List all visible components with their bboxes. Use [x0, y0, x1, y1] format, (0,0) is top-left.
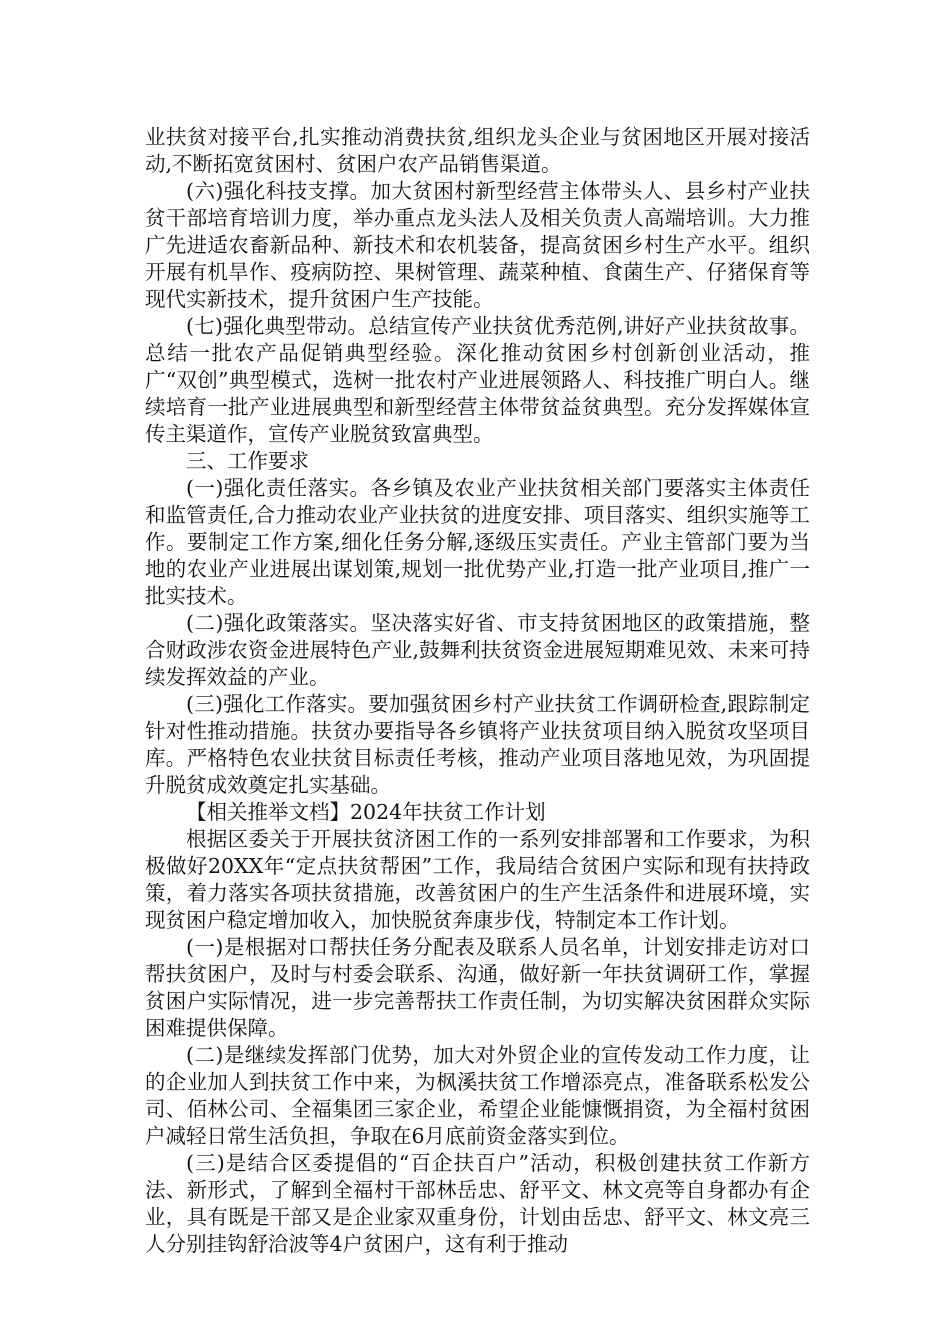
section-heading-requirements: 三、工作要求 — [186, 449, 309, 473]
paragraph-requirement-1: (一)强化责任落实。各乡镇及农业产业扶贫相关部门要落实主体责任和监管责任,合力推动农业产业扶贫的进度安排、项目落实、组织实施等工作。要制定工作方案,细化任务分解,逐级压实责任。产业主管部门要为当地的农业产业进展出谋划策,规划一批优势产业,打造一批产业项目,推广一批实技术。 — [145, 476, 810, 608]
paragraph-section-7: (七)强化典型带动。总结宣传产业扶贫优秀范例,讲好产业扶贫故事。总结一批农产品促销典型经验。深化推动贫困乡村创新创业活动，推广“双创”典型模式，选树一批农村产业进展领路人、科技推广明白人。继续培育一批产业进展典型和新型经营主体带贫益贫典型。充分发挥媒体宣传主渠道作，宣传产业脱贫致富典型。 — [145, 314, 810, 446]
paragraph-requirement-2: (二)强化政策落实。坚决落实好省、市支持贫困地区的政策措施，整合财政涉农资金进展特色产业,鼓舞利扶贫资金进展短期难见效、未来可持续发挥效益的产业。 — [145, 611, 810, 689]
paragraph-continued: 业扶贫对接平台,扎实推动消费扶贫,组织龙头企业与贫困地区开展对接活动,不断拓宽贫困村、贫困户农产品销售渠道。 — [145, 125, 810, 176]
paragraph-plan-item-2: (二)是继续发挥部门优势，加大对外贸企业的宣传发动工作力度，让的企业加人到扶贫工作中来，为枫溪扶贫工作增添亮点，准备联系松发公司、佰林公司、全福集团三家企业，希望企业能慷慨捐资，为全福村贫困户减轻日常生活负担，争取在6月底前资金落实到位。 — [145, 1043, 810, 1148]
document-body — [145, 124, 810, 1258]
paragraph-plan-item-3: (三)是结合区委提倡的“百企扶百户”活动，积极创建扶贫工作新方法、新形式，了解到全福村干部林岳忠、舒平文、林文亮等自身都办有企业，具有既是干部又是企业家双重身份，计划由岳忠、舒平文、林文亮三人分别挂钩舒洽波等4户贫困户，这有利于推动 — [145, 1151, 810, 1256]
paragraph-section-6: (六)强化科技支撑。加大贫困村新型经营主体带头人、县乡村产业扶贫干部培育培训力度，举办重点龙头法人及相关负责人高端培训。大力推广先进适农畜新品种、新技术和农机装备，提高贫困乡村生产水平。组织开展有机旱作、疫病防控、果树管理、蔬菜种植、食菌生产、仔猪保育等现代实新技术，提升贫困户生产技能。 — [145, 179, 810, 311]
paragraph-requirement-3: (三)强化工作落实。要加强贫困乡村产业扶贫工作调研检查,跟踪制定针对性推动措施。扶贫办要指导各乡镇将产业扶贫项目纳入脱贫攻坚项目库。严格特色农业扶贫目标责任考核，推动产业项目落地见效，为巩固提升脱贫成效奠定扎实基础。 — [145, 692, 810, 797]
paragraph-plan-intro: 根据区委关于开展扶贫济困工作的一系列安排部署和工作要求，为积极做好20XX年“定点扶贫帮困”工作，我局结合贫困户实际和现有扶持政策，着力落实各项扶贫措施，改善贫困户的生产生活条件和进展环境，实现贫困户稳定增加收入，加快脱贫奔康步伐，特制定本工作计划。 — [145, 827, 810, 932]
related-document-heading: 【相关推举文档】2024年扶贫工作计划 — [186, 800, 546, 824]
paragraph-plan-item-1: (一)是根据对口帮扶任务分配表及联系人员名单，计划安排走访对口帮扶贫困户，及时与村委会联系、沟通，做好新一年扶贫调研工作，掌握贫困户实际情况，进一步完善帮扶工作责任制，为切实解决贫困群众实际困难提供保障。 — [145, 935, 810, 1040]
